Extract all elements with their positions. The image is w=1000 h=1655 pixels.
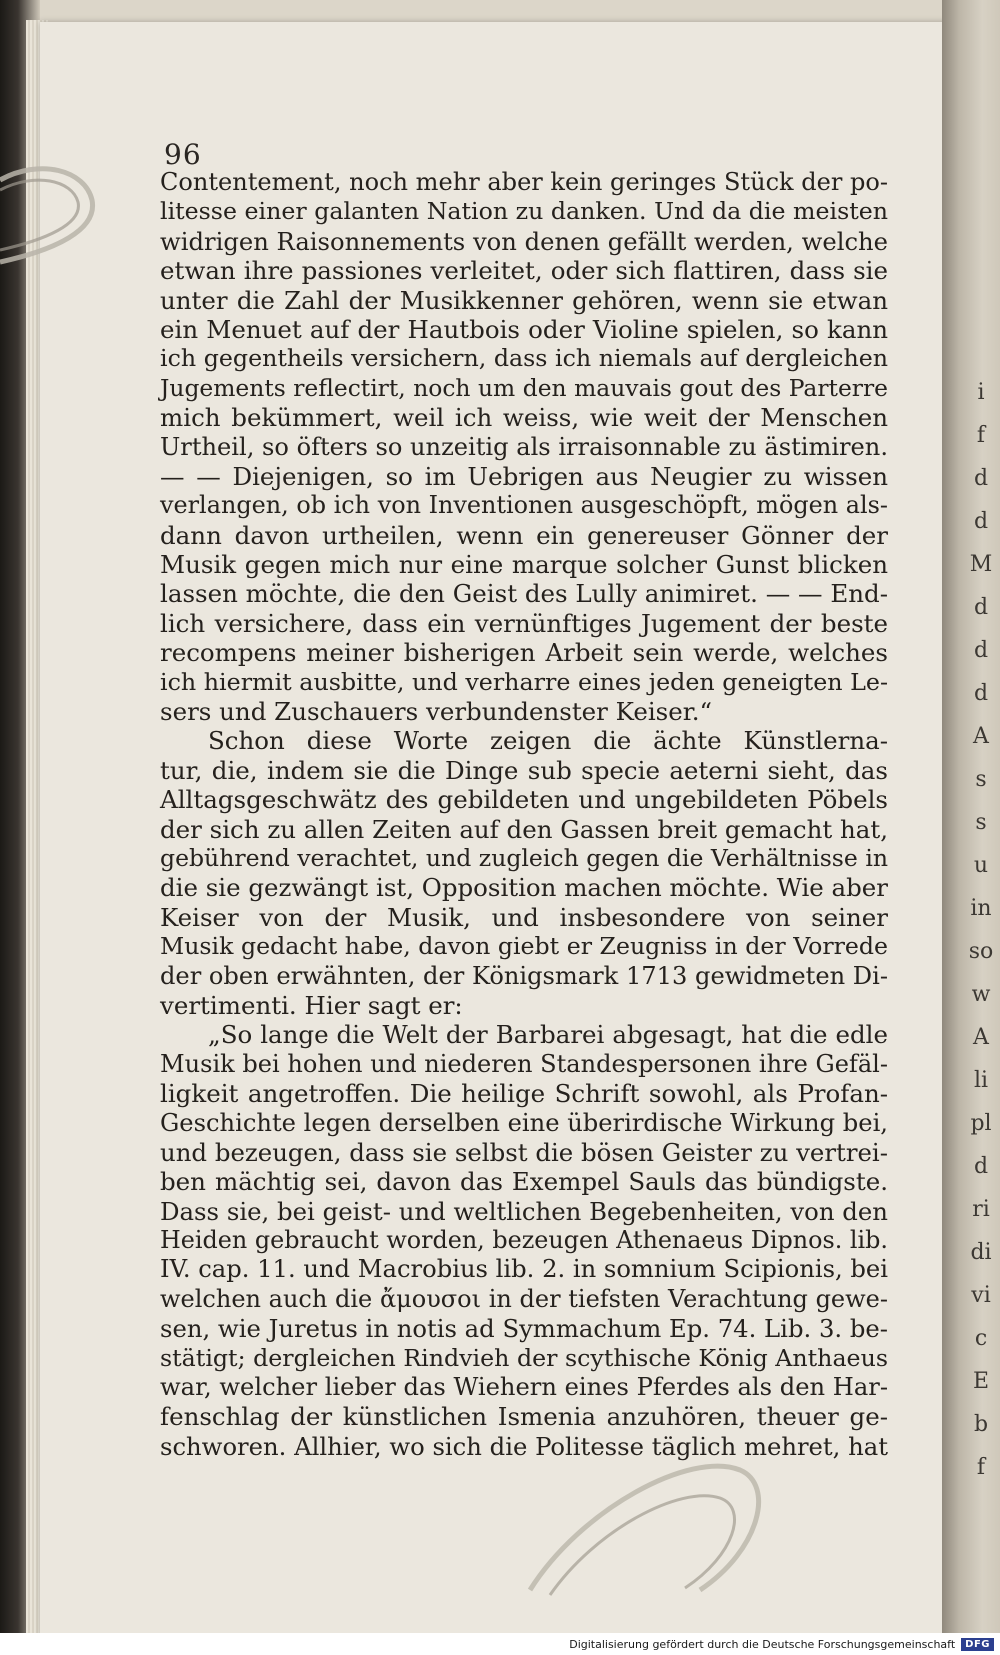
facing-page-fragment: s xyxy=(975,810,987,835)
text-line: Heiden gebraucht worden, bezeugen Athenaeus Dipnos. lib. xyxy=(160,1226,888,1255)
text-line: Dass sie, bei geist- und weltlichen Begebenheiten, von den xyxy=(160,1196,888,1226)
text-line: und bezeugen, dass sie selbst die bösen Geister zu vertrei- xyxy=(160,1137,888,1167)
facing-page-fragment: di xyxy=(970,1240,992,1265)
facing-page-fragment: d xyxy=(973,509,989,534)
facing-page-fragment: M xyxy=(969,552,993,577)
text-line: dann davon urtheilen, wenn ein genereuser Gönner der xyxy=(160,520,888,550)
facing-page-fragment: ri xyxy=(972,1197,990,1222)
text-line: lich versichere, dass ein vernünftiges Jugement der beste xyxy=(160,608,888,638)
text-line: tur, die, indem sie die Dinge sub specie aeterni sieht, das xyxy=(160,755,888,785)
facing-page-fragment: f xyxy=(976,423,986,448)
text-line: der oben erwähnten, der Königsmark 1713 gewidmeten Di- xyxy=(160,961,888,990)
text-line: stätigt; dergleichen Rindvieh der scythische König Anthaeus xyxy=(160,1343,888,1372)
facing-page-fragments xyxy=(970,380,992,1480)
text-line: verlangen, ob ich von Inventionen ausgeschöpft, mögen als- xyxy=(160,491,888,520)
text-line: Geschichte legen derselben eine überirdische Wirkung bei, xyxy=(160,1108,888,1137)
page-number: 96 xyxy=(164,138,202,171)
text-line: Schon diese Worte zeigen die ächte Künstlerna- xyxy=(208,726,888,756)
text-line: ich gegentheils versichern, dass ich niemals auf dergleichen xyxy=(160,344,888,373)
facing-page-fragment: so xyxy=(968,939,994,964)
text-line: IV. cap. 11. und Macrobius lib. 2. in somnium Scipionis, bei xyxy=(160,1255,888,1284)
text-line: fenschlag der künstlichen Ismenia anzuhören, theuer ge- xyxy=(160,1402,888,1432)
facing-page-fragment: s xyxy=(975,767,987,792)
facing-page-fragment: b xyxy=(973,1412,989,1437)
text-line: war, welcher lieber das Wiehern eines Pferdes als den Har- xyxy=(160,1373,888,1402)
text-line: ligkeit angetroffen. Die heilige Schrift sowohl, als Profan- xyxy=(160,1079,888,1109)
text-line: Jugements reflectirt, noch um den mauvais gout des Parterre xyxy=(160,373,888,402)
digitization-credit-bar xyxy=(0,1633,1000,1655)
facing-page-fragment: d xyxy=(973,595,989,620)
body-text xyxy=(160,168,888,1461)
text-line: Musik gegen mich nur eine marque solcher Gunst blicken xyxy=(160,550,888,580)
text-line: sen, wie Juretus in notis ad Symmachum Ep. 74. Lib. 3. be- xyxy=(160,1314,888,1344)
text-line: Contentement, noch mehr aber kein geringes Stück der po- xyxy=(160,168,889,196)
facing-page-fragment: A xyxy=(973,724,989,749)
text-line: welchen auch die ἄμουσοι in der tiefsten Verachtung gewe- xyxy=(160,1284,888,1313)
facing-page-fragment: d xyxy=(973,638,989,663)
facing-page-fragment: f xyxy=(976,1455,986,1480)
text-line: lassen möchte, die den Geist des Lully animiret. — — End- xyxy=(160,579,888,609)
facing-page-fragment: pl xyxy=(970,1111,992,1136)
text-line: litesse einer galanten Nation zu danken. Und da die meisten xyxy=(160,197,888,226)
text-line: ein Menuet auf der Hautbois oder Violine spielen, so kann xyxy=(160,314,888,344)
facing-page-fragment: in xyxy=(970,896,992,921)
text-line: die sie gezwängt ist, Opposition machen möchte. Wie aber xyxy=(160,873,888,903)
text-line: schworen. Allhier, wo sich die Politesse täglich mehret, hat xyxy=(160,1431,888,1461)
text-line: recompens meiner bisherigen Arbeit sein werde, welches xyxy=(160,638,888,668)
text-line: gebührend verachtet, und zugleich gegen die Verhältnisse in xyxy=(160,843,888,872)
facing-page-fragment: w xyxy=(971,982,991,1007)
text-line: Keiser von der Musik, und insbesondere von seiner xyxy=(160,902,888,932)
text-line: Musik gedacht habe, davon giebt er Zeugniss in der Vorrede xyxy=(160,932,888,961)
facing-page-fragment: vi xyxy=(971,1283,991,1308)
text-line: etwan ihre passiones verleitet, oder sich flattiren, dass sie xyxy=(160,256,888,286)
text-line: Musik bei hohen und niederen Standespersonen ihre Gefäl- xyxy=(160,1049,888,1078)
text-line: sers und Zuschauers verbundenster Keiser.“ xyxy=(160,697,713,727)
credit-text: Digitalisierung gefördert durch die Deutsche Forschungsgemeinschaft xyxy=(569,1637,956,1651)
text-line: ich hiermit ausbitte, und verharre eines jeden geneigten Le- xyxy=(160,667,888,696)
text-line: Urtheil, so öfters so unzeitig als irraisonnable zu ästimiren. xyxy=(160,432,888,461)
text-line: — — Diejenigen, so im Uebrigen aus Neugier zu wissen xyxy=(160,461,888,491)
text-line: vertimenti. Hier sagt er: xyxy=(160,990,463,1020)
facing-page-fragment: d xyxy=(973,1154,989,1179)
dfg-logo: DFG xyxy=(961,1638,994,1651)
facing-page-fragment: c xyxy=(974,1326,988,1351)
facing-page-fragment: i xyxy=(977,380,985,405)
facing-page-fragment: d xyxy=(973,466,989,491)
text-line: ben mächtig sei, davon das Exempel Sauls das bündigste. xyxy=(160,1167,888,1197)
text-line: mich bekümmert, weil ich weiss, wie weit der Menschen xyxy=(160,403,888,433)
facing-page-fragment: E xyxy=(972,1369,990,1394)
facing-page-fragment: d xyxy=(973,681,989,706)
text-line: unter die Zahl der Musikkenner gehören, wenn sie etwan xyxy=(160,285,888,315)
text-line: der sich zu allen Zeiten auf den Gassen breit gemacht hat, xyxy=(160,814,888,844)
text-line: „So lange die Welt der Barbarei abgesagt, hat die edle xyxy=(208,1020,888,1050)
facing-page-fragment: u xyxy=(973,853,989,878)
facing-page-fragment: li xyxy=(973,1068,989,1093)
text-line: widrigen Raisonnements von denen gefällt werden, welche xyxy=(160,226,888,256)
facing-page-fragment: A xyxy=(973,1025,989,1050)
text-line: Alltagsgeschwätz des gebildeten und ungebildeten Pöbels xyxy=(160,785,888,815)
